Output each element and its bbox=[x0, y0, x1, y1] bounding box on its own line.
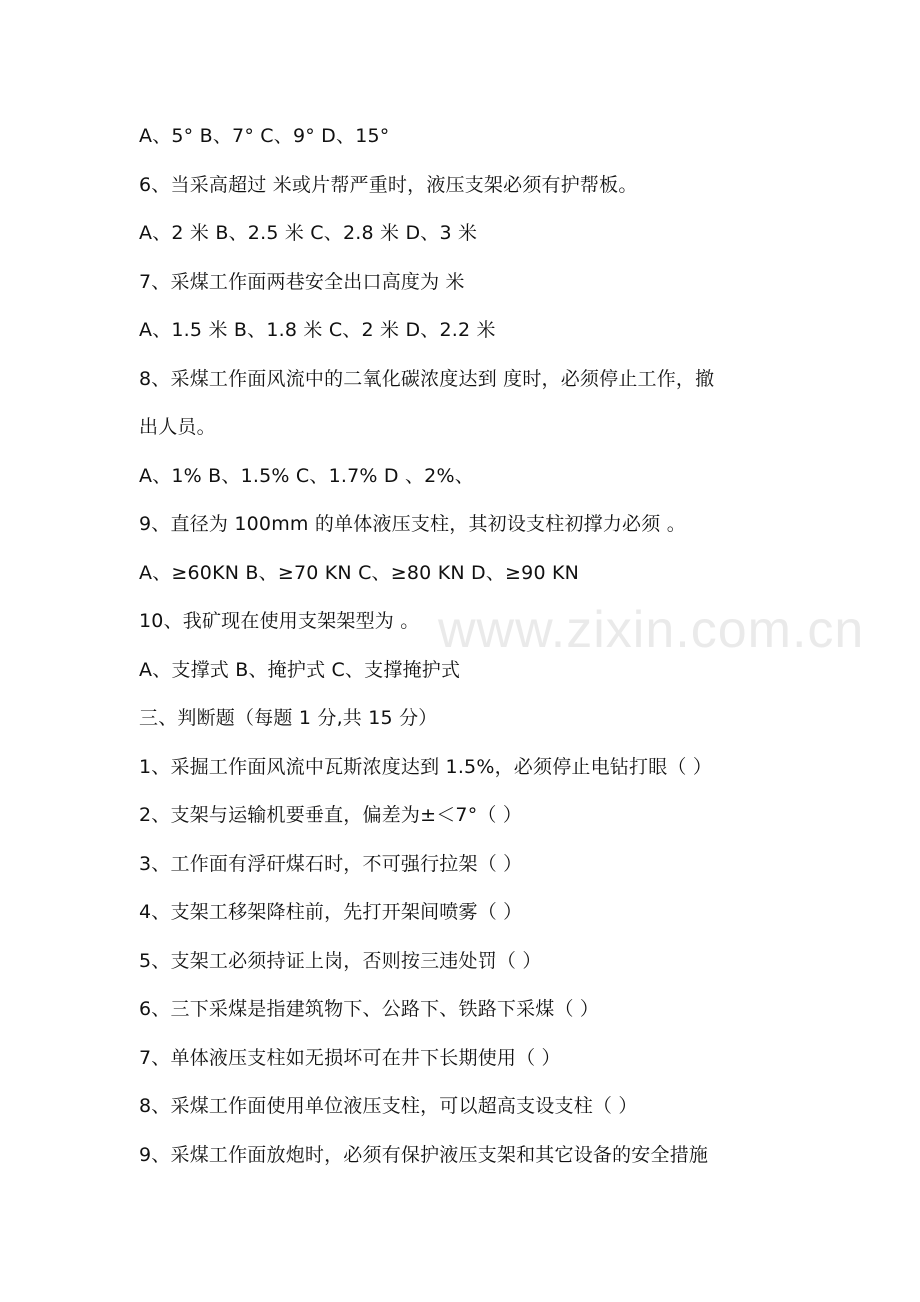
judgment-item: 8、采煤工作面使用单位液压支柱，可以超高支设支柱（ ） bbox=[139, 1095, 638, 1117]
option-line: A、支撑式 B、掩护式 C、支撑掩护式 bbox=[139, 658, 461, 681]
option-line: A、2 米 B、2.5 米 C、2.8 米 D、3 米 bbox=[139, 222, 478, 244]
watermark: www.zixin.com.cn bbox=[438, 601, 865, 659]
question-line: 6、当采高超过 米或片帮严重时，液压支架必须有护帮板。 bbox=[139, 173, 638, 196]
question-line: 9、直径为 100mm 的单体液压支柱，其初设支柱初撑力必须 。 bbox=[139, 513, 686, 535]
question-line-continued: 出人员。 bbox=[139, 416, 216, 438]
judgment-item: 1、采掘工作面风流中瓦斯浓度达到 1.5%，必须停止电钻打眼（ ） bbox=[139, 755, 713, 778]
option-line: A、1% B、1.5% C、1.7% D 、2%、 bbox=[139, 464, 474, 487]
judgment-item: 9、采煤工作面放炮时，必须有保护液压支架和其它设备的安全措施 bbox=[139, 1143, 709, 1166]
document-body bbox=[139, 118, 789, 1185]
judgment-item: 2、支架与运输机要垂直，偏差为±＜7°（ ） bbox=[139, 804, 523, 826]
option-line: A、≥60KN B、≥70 KN C、≥80 KN D、≥90 KN bbox=[139, 561, 580, 584]
judgment-item: 7、单体液压支柱如无损坏可在井下长期使用（ ） bbox=[139, 1046, 561, 1069]
section-heading: 三、判断题（每题 1 分,共 15 分） bbox=[139, 707, 438, 729]
option-line: A、1.5 米 B、1.8 米 C、2 米 D、2.2 米 bbox=[139, 319, 496, 341]
judgment-item: 4、支架工移架降柱前，先打开架间喷雾（ ） bbox=[139, 901, 523, 923]
option-line: A、5° B、7° C、9° D、15° bbox=[139, 125, 390, 147]
question-line: 8、采煤工作面风流中的二氧化碳浓度达到 度时，必须停止工作，撤 bbox=[139, 367, 715, 390]
question-line: 7、采煤工作面两巷安全出口高度为 米 bbox=[139, 270, 465, 293]
judgment-item: 5、支架工必须持证上岗，否则按三违处罚（ ） bbox=[139, 949, 542, 972]
question-line: 10、我矿现在使用支架架型为 。 bbox=[139, 610, 420, 632]
judgment-item: 3、工作面有浮矸煤石时，不可强行拉架（ ） bbox=[139, 852, 523, 875]
judgment-item: 6、三下采煤是指建筑物下、公路下、铁路下采煤（ ） bbox=[139, 998, 600, 1020]
